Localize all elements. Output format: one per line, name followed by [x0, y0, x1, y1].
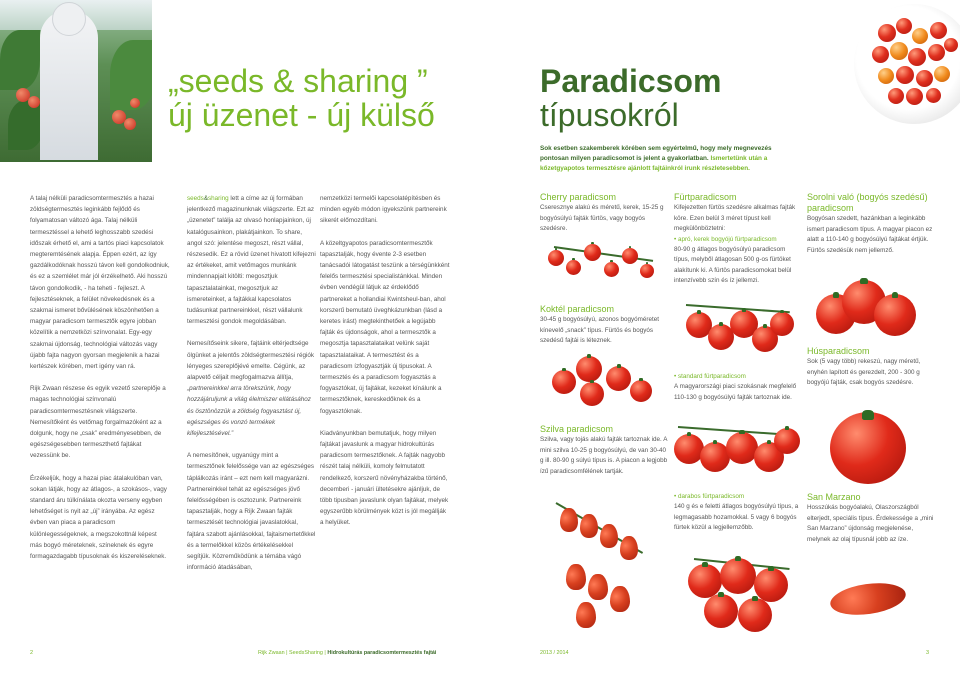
variety-subtype-text: A magyarországi piaci szokásnak megfelelő 110-130 g bogyósúlyú fajták tartoznak ide.: [674, 383, 797, 401]
variety-text: Szilva, vagy tojás alakú fajták tartoznak ide. A mini szilva 10-25 g bogyósúlyú, de van 30-40 g ill. 80-90 g súlyú típus is. A piacon a legjobb ízű paradicsomfélének tartják.: [540, 436, 668, 475]
paragraph: A talaj nélküli paradicsomtermesztés a hazai zöldségtermesztés leginkább fejlődő és folyamatosan változó ága. Talaj nélküli termesztéssel a lehető leghosszabb szedési időszak érhető el, ami a tartós piaci kapcsolatok megteremtésének alapja. Éppen ezért, az így gazdálkodóknak hosszú távon kell gondolkodniuk, és ez a szemlélet már jól érzékelhető. Aki hosszú távon gondolkodik, - ha teheti - fejleszt. A fejlesztéseknek, a felület növekedésnek és a szakmai ismeret bővülésének köszönhetően a magyar paradicsom termesztők egyre jobban közelítik a nemzetközi színvonalat. Egy-egy szakmai újdonság, technológiai változás vagy újabb fajta nagyon gyorsan megjelenik a hazai kertészek körében, mert igény van rá.: [30, 195, 170, 371]
cherry-tomato-bowl-photo: [848, 0, 960, 140]
variety-text: Cseresznye alakú és méretű, kerek, 15-25 g bogyósúlyú fajták fürtös, vagy bogyós szedésre.: [540, 204, 664, 232]
title-new-message: új üzenet - új külső: [168, 97, 435, 133]
furt-darabos-tomato-image: [684, 548, 802, 634]
furt-apro-tomato-image: [686, 294, 794, 364]
paragraph: Érzékeljük, hogy a hazai piac átalakulóban van, sokan látják, hogy az átlagos-, a szokásos-, vagy standard áru túlkínálata okozta verseny egyben lehetőséget is nyit az „új” irányába. Az egész évben van piaca a paradicsom különlegességeknek, a megszokottnál képest más bogyó méreteknek, színeknek és egyre formagazdagabb típusoknak és kiszereléseknek.: [30, 474, 167, 561]
furt-standard-tomato-image: [674, 418, 802, 482]
koktel-tomato-image: [548, 350, 658, 414]
left-page-title: [168, 64, 468, 132]
sanmarzano-tomato-image: [818, 566, 918, 626]
variety-subtype-label: • standard fürtparadicsom: [674, 373, 746, 380]
variety-furt-darabos: [674, 492, 800, 534]
left-column-2: [187, 193, 317, 585]
intro-text: [540, 144, 802, 174]
left-column-1: [30, 193, 170, 573]
variety-text: Sok (5 vagy több) rekeszú, nagy méretű, enyhén lapított és gerezdelt, 200 - 300 g bogyójú fajták, csak bogyós szedésre.: [807, 358, 921, 386]
quote: „partnereinkkel arra törekszünk, hogy hozzájáruljunk a világ élelmiszer ellátásához és ösztönözzük a zöldség fogyasztást új, egészséges és vonzó termékek kifejlesztésével.”: [187, 385, 311, 438]
variety-hus: [807, 346, 935, 389]
paragraph-text: lett a címe az új formában jelentkező magazinunknak világszerte. Ezt az „üzenetet” találja az olvasó honlapjainkon, új katalógusainkon, plakátjainkon. To share, angol szó: jelentése megoszt, részt vállal, részesedik. Ez a rövid üzenet hivatott kifejezni az értékeket, amit vetőmagos munkánk mindennapjait kitölti: megosztjuk tapasztalatainkat, megosztjuk az ismereteinket, a fajtákkal kapcsolatos tudásunkat partnereinkkel, részt vállalunk termesztési gondok megoldásában.: [187, 195, 316, 326]
variety-title: Szilva paradicsom: [540, 424, 614, 434]
variety-title: San Marzano: [807, 492, 861, 502]
page-number-right: 3: [926, 650, 930, 656]
title-seeds-sharing: „seeds & sharing ”: [168, 63, 428, 99]
paragraph: [187, 193, 317, 327]
page-number-left: 2: [30, 650, 34, 656]
variety-title: Cherry paradicsom: [540, 192, 617, 202]
brand-seeds: seeds: [187, 195, 204, 202]
title-tipusokrol: típusokról: [540, 97, 679, 133]
paragraph: A közeltgyapotos paradicsomtermesztők tapasztalják, hogy évente 2-3 esetben tanácsadói látogatást teszünk a térségünkként felelős termesztési specialistánkkal. Minden évben vendégül látjuk az érdeklődő partnereket a hollandiai Kwintsheul-ban, ahol korszerű bemutató üveghkázunkban (lásd a keretes írást) megtekinthetőek a legújabb fajták és újdonságok, ahol a termesztők a megosztja tapasztalataikat velünk saját tapasztalataikat. A termesztést és a paradicsom ízfogyasztják új tipusokat. A termesztés és a paradicsom fogyasztás a fogyasztókat, új fajtákat, kezeket kínálunk a termesztőknek, kereskedőknek és a fogyasztóknak.: [320, 239, 450, 415]
variety-title: Sorolni való (bogyós szedésű) paradicsom: [807, 192, 928, 213]
variety-furt-standard: [674, 372, 800, 403]
variety-subtype-label: • darabos fürtparadicsom: [674, 493, 745, 500]
variety-koktel: [540, 304, 668, 347]
variety-text: Kifejezetten fürtös szedésre alkalmas fajták köre. Ezen belül 3 méret típust kell megkülönböztetni:: [674, 204, 796, 232]
variety-title: Fürtparadicsom: [674, 192, 737, 202]
left-column-3: [320, 193, 450, 540]
variety-cherry: [540, 192, 668, 235]
variety-text: 30-45 g bogyósúlyú, azonos bogyóméretet kínevelő „snack” típus. Fürtös és bogyós szedésű fajtái is léteznek.: [540, 316, 660, 344]
variety-subtype-text: 140 g és e feletti átlagos bogyósúlyú típus, a legmagasabb hozamokkal. 5 vagy 6 bogyós fürtek közül a legjellemzőbb.: [674, 503, 799, 531]
greenhouse-photo: [0, 0, 152, 162]
footer-year: 2013 / 2014: [540, 650, 569, 656]
variety-subtype-text: 80-90 g átlagos bogyósúlyú paradicsom típus, melyből átlagosan 500 g-os fürtöket alakítunk ki. A fürtös paradicsomokat belül intenzívebb szín és íz jellemzi.: [674, 245, 792, 284]
variety-title: Koktél paradicsom: [540, 304, 615, 314]
brand-amp: &: [203, 195, 209, 202]
intro-bold: Sok esetben szakemberek körében sem egyértelmű, hogy mely megnevezés pontosan milyen paradicsomot is jelent a gyakorlatban.: [540, 145, 772, 162]
paragraph: Rijk Zwaan részese és egyik vezető szereplője a magas technológiai színvonalú paradicsomtermesztésnek világszerte. Nemesítőként és vetőmag forgalmazóként az a dolgunk, hogy ne „csak” eredményesebben, de egészségesebben termeszthető fajtákat vezessünk be.: [30, 385, 166, 460]
right-page-title: [540, 64, 800, 132]
szilva-tomato-image: [546, 494, 666, 634]
variety-title: Húsparadicsom: [807, 346, 870, 356]
paragraph: A nemesítőnek, ugyanúgy mint a termesztőnek felelőssége van az egészséges táplálkozás iránt – ezt nem kell magyarázni. Partnereinkkel tehát az egészséges jövő felelősségében is osztozunk. Partnereink tapasztalják, hogy a Rijk Zwaan fajták termesztését technológiai javaslatokkal, fajtára szabott ajánlásokkal, fajtaismertetőkkel és a termelőkkel közös értékelésekkel segítjük. Közreműködünk a témába vágó információ átadásában,: [187, 452, 316, 572]
brand-sharing: sharing: [208, 195, 229, 202]
title-paradicsom: Paradicsom: [540, 63, 722, 99]
footer-brand: Rijk Zwaan | SeedsSharing |: [258, 650, 326, 656]
paragraph-text: Nemesítőseink sikere, fajtáink eltérjedtsége ölgünket a jelentős zöldségtermesztési régiók lényeges szereplőjévé emelte. Cégünk, az alapvető céljait megfogalmazva állítja,: [187, 340, 315, 382]
variety-sanmarzano: [807, 492, 935, 545]
cherry-tomato-image: [548, 236, 658, 292]
footer-subtitle: Hidrokultúrás paradicsomtermesztés fajtái: [327, 650, 437, 656]
variety-furt: [674, 192, 800, 287]
hus-tomato-image: [826, 408, 910, 488]
paragraph: [187, 338, 317, 439]
paragraph: nemzetközi termelői kapcsolatépítésben és minden egyéb módon igyekszünk partnereink sikerét előmozdítani.: [320, 195, 447, 225]
variety-szilva: [540, 424, 668, 477]
sorolni-tomato-image: [816, 276, 920, 340]
variety-text: Hosszúkás bogyóalakú, Olaszországból elterjedt, speciális típus. Érdekessége a „mini San Marzano” újdonság megjelenése, melynek az olaj típusnál jobb az íze.: [807, 504, 934, 543]
intro-accent: Ismertetünk után a kőzetgyapotos termesztésre ajánlott fajtáinkról irunk részletesebben.: [540, 155, 768, 172]
variety-sorolni: [807, 192, 935, 256]
footer-credits: [258, 650, 436, 656]
paragraph: Kiadványunkban bemutatjuk, hogy milyen fajtákat javaslunk a magyar hidrokultúrás paradicsom termesztőknek. A fajták nagyobb részét talaj nélküli, komoly felmutatott rendelkező, korszerű növényházakba történő, decemberi - januári ültetésekre ajánljuk, de több tipusban javaslunk olyan fajtákat, melyek egyszerűbb körülmények közt is jól megállják a helyüket.: [320, 429, 449, 527]
variety-subtype-label: • apró, kerek bogyójú fürtparadicsom: [674, 235, 777, 243]
variety-text: Bogyósan szedett, hazánkban a leginkább ismert paradicsom típus. A magyar piacon ez alatt a 110-140 g bogyósúlyú fajtákat értjük. Fürtös szedésük nem jellemző.: [807, 215, 933, 254]
